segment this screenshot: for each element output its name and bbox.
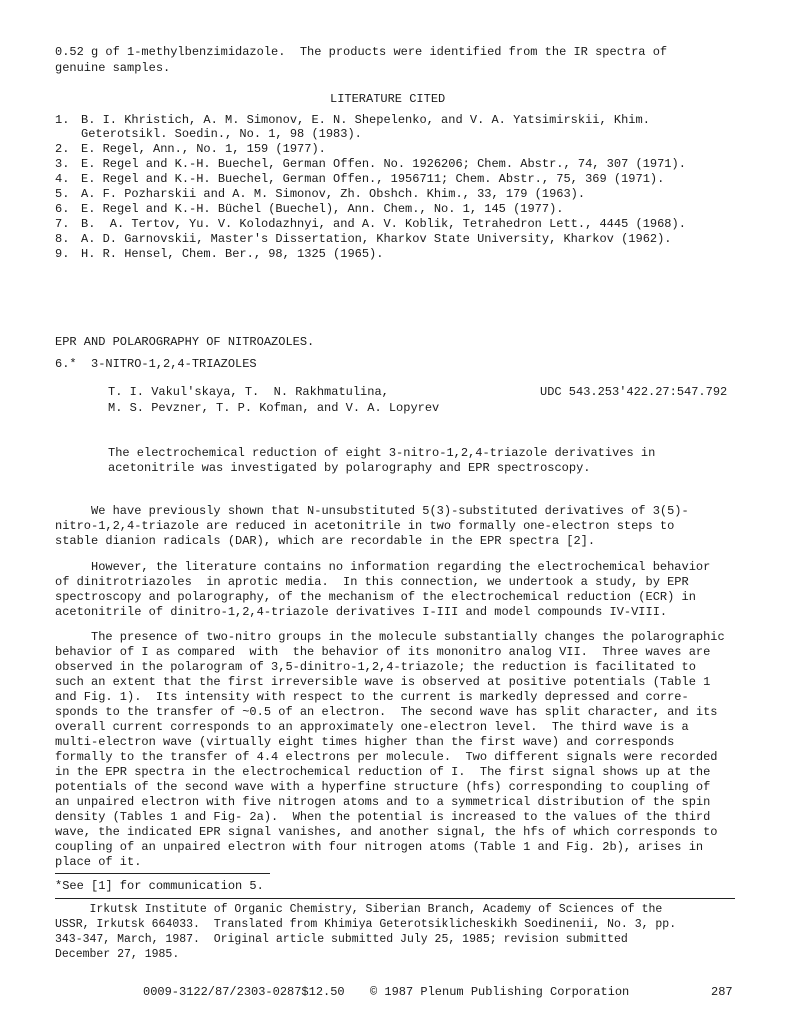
reference-text: B. I. Khristich, A. M. Simonov, E. N. Shepelenko, and V. A. Yatsimirskii, Khim. (81, 113, 650, 127)
authors-line-2: M. S. Pevzner, T. P. Kofman, and V. A. Lopyrev (108, 401, 440, 415)
reference-text: H. R. Hensel, Chem. Ber., 98, 1325 (1965). (81, 247, 384, 261)
reference-item (55, 142, 326, 156)
body-paragraph-1-line: stable dianion radicals (DAR), which are recordable in the EPR spectra [2]. (55, 534, 596, 548)
reference-text: A. D. Garnovskii, Master's Dissertation, Kharkov State University, Kharkov (1962). (81, 232, 672, 246)
reference-item (55, 232, 672, 246)
udc-code: UDC 543.253'422.27:547.792 (540, 385, 728, 399)
top-paragraph-line-1: 0.52 g of 1-methylbenzimidazole. The products were identified from the IR spectra of (55, 45, 668, 59)
literature-heading: LITERATURE CITED (330, 92, 446, 106)
footer-code: 0009-3122/87/2303-0287$12.50 (143, 985, 345, 999)
body-paragraph-3-line: an unpaired electron with five nitrogen atoms and to a symmetrical distribution of the spin (55, 795, 711, 809)
body-paragraph-3-line: in the EPR spectra in the electrochemical reduction of I. The first signal shows up at the (55, 765, 711, 779)
reference-item (55, 217, 686, 231)
body-paragraph-2-line: However, the literature contains no information regarding the electrochemical behavior (55, 560, 711, 574)
reference-number: 8. (55, 232, 70, 246)
reference-item (55, 172, 664, 186)
reference-number: 1. (55, 113, 70, 127)
article-title: EPR AND POLAROGRAPHY OF NITROAZOLES. (55, 335, 315, 349)
reference-number: 3. (55, 157, 70, 171)
authors-line-1: T. I. Vakul'skaya, T. N. Rakhmatulina, (108, 385, 389, 399)
reference-item (55, 202, 563, 216)
institution-line: USSR, Irkutsk 664033. Translated from Khimiya Geterotsiklicheskikh Soedinenii, No. 3, pp. (55, 918, 677, 931)
reference-number: 2. (55, 142, 70, 156)
reference-text: B. A. Tertov, Yu. V. Kolodazhnyi, and A. V. Koblik, Tetrahedron Lett., 4445 (1968). (81, 217, 686, 231)
abstract-line-1: The electrochemical reduction of eight 3-nitro-1,2,4-triazole derivatives in (108, 446, 656, 460)
body-paragraph-2-line: spectroscopy and polarography, of the mechanism of the electrochemical reduction (ECR) in (55, 590, 696, 604)
body-paragraph-3-line: formally to the transfer of 4.4 electrons per molecule. Two different signals were recorded (55, 750, 718, 764)
body-paragraph-3-line: The presence of two-nitro groups in the molecule substantially changes the polarographic (55, 630, 725, 644)
body-paragraph-3-line: place of it. (55, 855, 142, 869)
body-paragraph-3-line: sponds to the transfer of ~0.5 of an electron. The second wave has split character, and its (55, 705, 718, 719)
body-paragraph-3-line: coupling of an unpaired electron with four nitrogen atoms (Table 1 and Fig. 2b), arises in (55, 840, 704, 854)
reference-text: E. Regel and K.-H. Buechel, German Offen. No. 1926206; Chem. Abstr., 74, 307 (1971). (81, 157, 686, 171)
reference-item (55, 113, 650, 127)
reference-number: 7. (55, 217, 70, 231)
article-subtitle: 6.* 3-NITRO-1,2,4-TRIAZOLES (55, 357, 257, 371)
reference-number: 6. (55, 202, 70, 216)
footnote: *See [1] for communication 5. (55, 879, 264, 893)
institution-line: 343-347, March, 1987. Original article submitted July 25, 1985; revision submitted (55, 933, 628, 946)
reference-text: E. Regel, Ann., No. 1, 159 (1977). (81, 142, 326, 156)
body-paragraph-3-line: behavior of I as compared with the behavior of its mononitro analog VII. Three waves are (55, 645, 711, 659)
reference-text: A. F. Pozharskii and A. M. Simonov, Zh. Obshch. Khim., 33, 179 (1963). (81, 187, 586, 201)
reference-item (55, 157, 686, 171)
abstract-line-2: acetonitrile was investigated by polarography and EPR spectroscopy. (108, 461, 591, 475)
page-number: 287 (711, 985, 733, 999)
body-paragraph-1-line: nitro-1,2,4-triazole are reduced in acetonitrile in two formally one-electron steps to (55, 519, 675, 533)
footer-copyright: © 1987 Plenum Publishing Corporation (370, 985, 630, 999)
body-paragraph-3-line: overall current corresponds to an approximately one-electron level. The third wave is a (55, 720, 689, 734)
body-paragraph-1-line: We have previously shown that N-unsubstituted 5(3)-substituted derivatives of 3(5)- (55, 504, 689, 518)
reference-number: 5. (55, 187, 70, 201)
body-paragraph-3-line: such an extent that the first irreversible wave is observed at positive potentials (Table 1 (55, 675, 711, 689)
body-paragraph-3-line: potentials of the second wave with a hyperfine structure (hfs) corresponding to coupling of (55, 780, 711, 794)
reference-text: E. Regel and K.-H. Buechel, German Offen., 1956711; Chem. Abstr., 75, 369 (1971). (81, 172, 665, 186)
footnote-divider (55, 873, 270, 874)
body-paragraph-2-line: acetonitrile of dinitro-1,2,4-triazole derivatives I-III and model compounds IV-VIII. (55, 605, 668, 619)
body-paragraph-3-line: and Fig. 1). Its intensity with respect to the current is markedly depressed and corre- (55, 690, 689, 704)
institution-line: Irkutsk Institute of Organic Chemistry, Siberian Branch, Academy of Sciences of the (55, 903, 663, 916)
reference-item (55, 187, 585, 201)
reference-text-continued: Geterotsikl. Soedin., No. 1, 98 (1983). (81, 127, 362, 141)
body-paragraph-3-line: wave, the indicated EPR signal vanishes, and another signal, the hfs of which corresponds to (55, 825, 718, 839)
institution-line: December 27, 1985. (55, 948, 180, 961)
institution-divider (55, 898, 735, 899)
body-paragraph-2-line: of dinitrotriazoles in aprotic media. In this connection, we undertook a study, by EPR (55, 575, 689, 589)
reference-number: 9. (55, 247, 70, 261)
body-paragraph-3-line: multi-electron wave (virtually eight times higher than the first wave) and corresponds (55, 735, 675, 749)
body-paragraph-3-line: observed in the polarogram of 3,5-dinitro-1,2,4-triazole; the reduction is facilitated to (55, 660, 696, 674)
reference-number: 4. (55, 172, 70, 186)
top-paragraph-line-2: genuine samples. (55, 61, 171, 75)
reference-text: E. Regel and K.-H. Büchel (Buechel), Ann. Chem., No. 1, 145 (1977). (81, 202, 564, 216)
body-paragraph-3-line: density (Tables 1 and Fig- 2a). When the potential is increased to the values of the third (55, 810, 711, 824)
reference-item (55, 247, 383, 261)
